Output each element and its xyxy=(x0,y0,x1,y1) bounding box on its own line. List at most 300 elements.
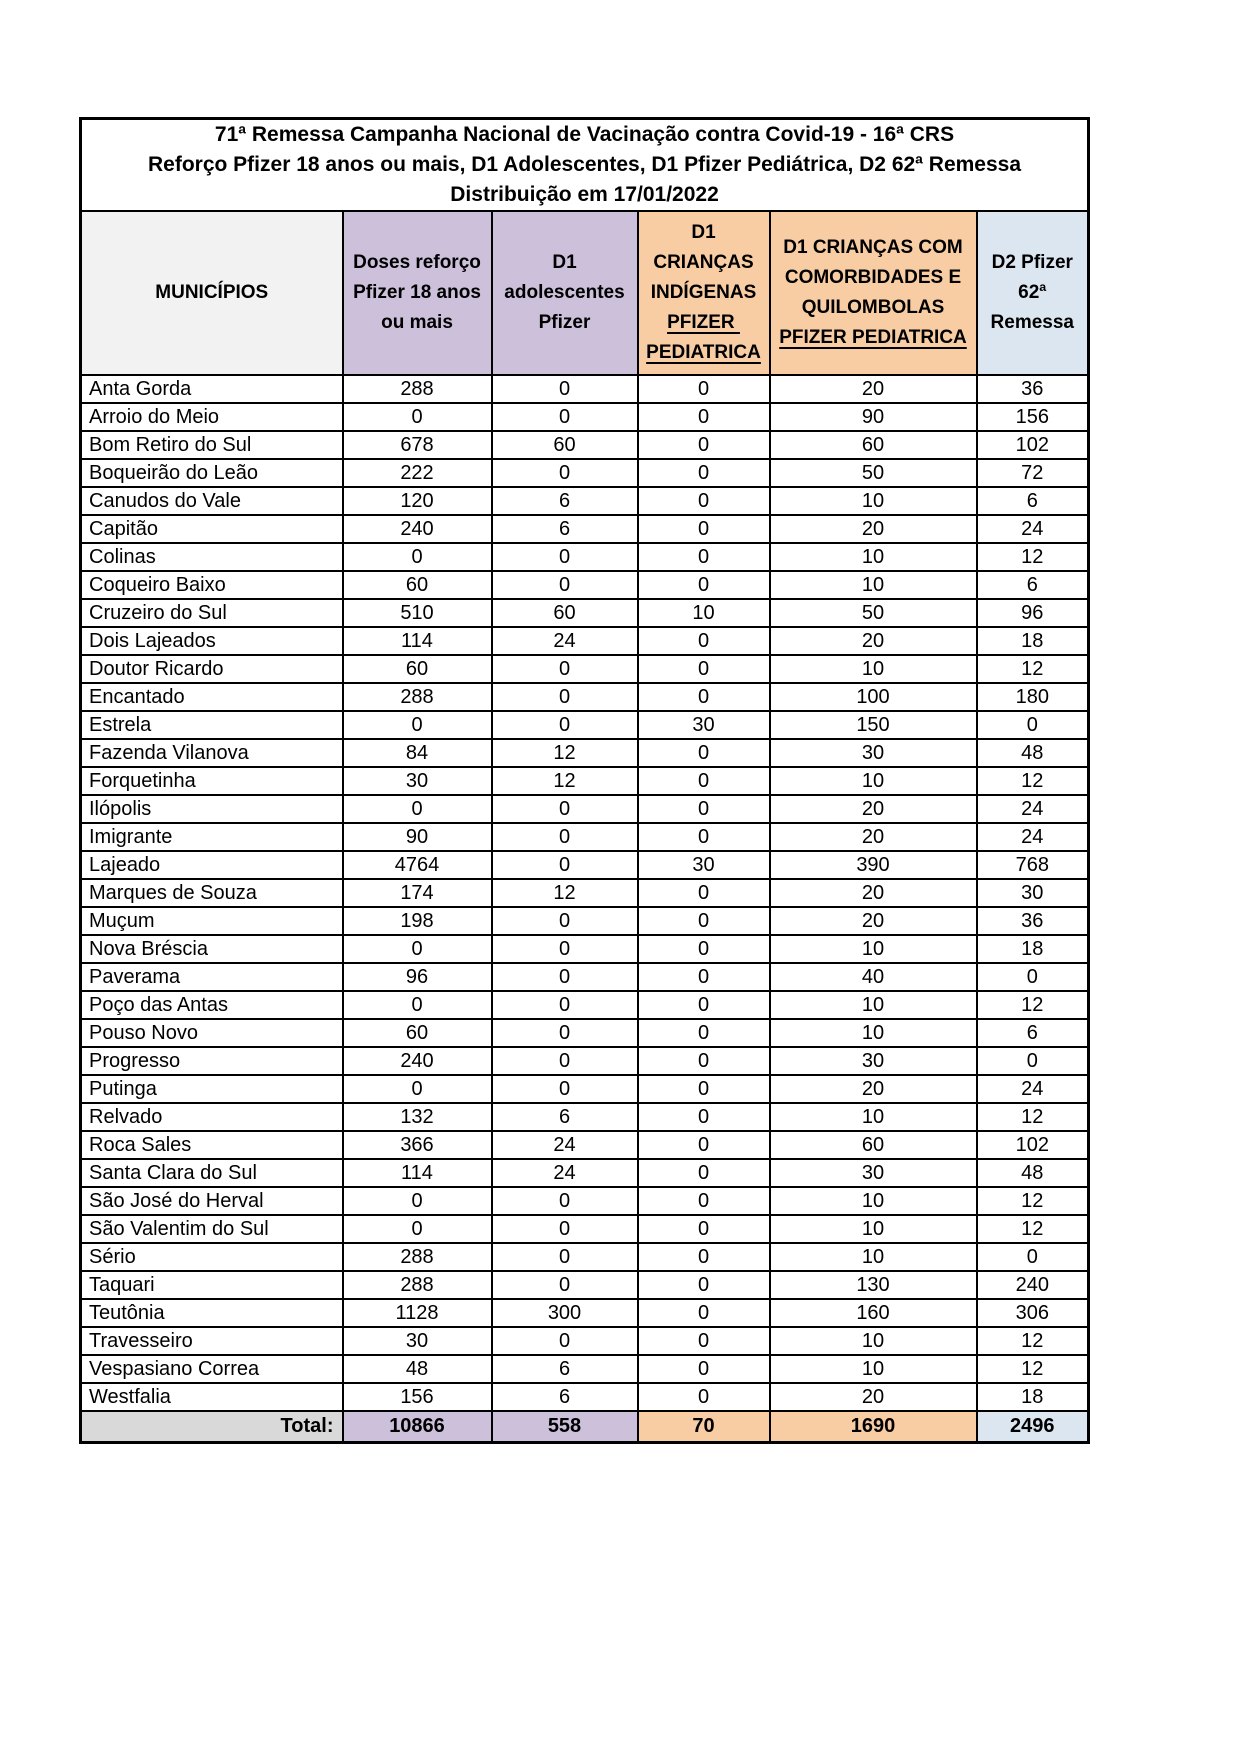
table-row xyxy=(81,375,1089,403)
value-cell: 20 xyxy=(770,1383,977,1411)
table-row xyxy=(81,655,1089,683)
header-line: Pfizer xyxy=(538,312,591,333)
table-row xyxy=(81,543,1089,571)
value-cell: 0 xyxy=(343,543,492,571)
value-cell: 6 xyxy=(492,1355,638,1383)
value-cell: 12 xyxy=(977,991,1089,1019)
value-cell: 0 xyxy=(492,655,638,683)
value-cell: 0 xyxy=(638,823,770,851)
header-line: Doses reforço xyxy=(353,252,481,273)
municipality-cell: Bom Retiro do Sul xyxy=(81,431,343,459)
table-row xyxy=(81,991,1089,1019)
municipality-cell: Santa Clara do Sul xyxy=(81,1159,343,1187)
value-cell: 20 xyxy=(770,795,977,823)
value-cell: 6 xyxy=(977,487,1089,515)
title-row xyxy=(81,119,1089,212)
title-line-2: Reforço Pfizer 18 anos ou mais, D1 Adolescentes, D1 Pfizer Pediátrica, D2 62ª Remessa xyxy=(148,153,1022,176)
value-cell: 0 xyxy=(638,963,770,991)
table-row xyxy=(81,1355,1089,1383)
municipality-cell: Westfalia xyxy=(81,1383,343,1411)
table-row xyxy=(81,1047,1089,1075)
total-label: Total: xyxy=(81,1411,343,1442)
municipality-cell: Boqueirão do Leão xyxy=(81,459,343,487)
value-cell: 0 xyxy=(492,1271,638,1299)
value-cell: 306 xyxy=(977,1299,1089,1327)
value-cell: 6 xyxy=(977,1019,1089,1047)
municipality-cell: Pouso Novo xyxy=(81,1019,343,1047)
municipality-cell: Doutor Ricardo xyxy=(81,655,343,683)
value-cell: 12 xyxy=(977,1103,1089,1131)
value-cell: 12 xyxy=(492,739,638,767)
value-cell: 0 xyxy=(638,1159,770,1187)
value-cell: 300 xyxy=(492,1299,638,1327)
municipality-cell: Ilópolis xyxy=(81,795,343,823)
value-cell: 0 xyxy=(492,1075,638,1103)
municipality-cell: Arroio do Meio xyxy=(81,403,343,431)
table-row xyxy=(81,739,1089,767)
value-cell: 0 xyxy=(638,795,770,823)
value-cell: 96 xyxy=(977,599,1089,627)
value-cell: 0 xyxy=(492,711,638,739)
value-cell: 24 xyxy=(977,515,1089,543)
table-row xyxy=(81,459,1089,487)
value-cell: 0 xyxy=(492,403,638,431)
value-cell: 156 xyxy=(343,1383,492,1411)
value-cell: 0 xyxy=(638,375,770,403)
value-cell: 60 xyxy=(492,599,638,627)
value-cell: 10 xyxy=(770,991,977,1019)
value-cell: 30 xyxy=(770,739,977,767)
value-cell: 36 xyxy=(977,907,1089,935)
value-cell: 0 xyxy=(492,963,638,991)
value-cell: 0 xyxy=(343,1075,492,1103)
header-line: PEDIATRICA xyxy=(646,342,761,363)
table-row xyxy=(81,963,1089,991)
value-cell: 0 xyxy=(492,1243,638,1271)
value-cell: 0 xyxy=(492,1327,638,1355)
value-cell: 678 xyxy=(343,431,492,459)
table-row xyxy=(81,431,1089,459)
value-cell: 0 xyxy=(492,1215,638,1243)
value-cell: 0 xyxy=(638,907,770,935)
value-cell: 130 xyxy=(770,1271,977,1299)
value-cell: 0 xyxy=(638,571,770,599)
vaccine-distribution-table xyxy=(79,117,1090,1444)
title-line-3: Distribuição em 17/01/2022 xyxy=(450,183,719,206)
value-cell: 0 xyxy=(977,963,1089,991)
municipality-cell: Capitão xyxy=(81,515,343,543)
table-row xyxy=(81,1075,1089,1103)
value-cell: 0 xyxy=(638,879,770,907)
header-line: QUILOMBOLAS xyxy=(801,297,945,318)
value-cell: 156 xyxy=(977,403,1089,431)
table-row xyxy=(81,1299,1089,1327)
municipality-cell: Cruzeiro do Sul xyxy=(81,599,343,627)
value-cell: 0 xyxy=(638,1215,770,1243)
value-cell: 0 xyxy=(492,935,638,963)
value-cell: 50 xyxy=(770,459,977,487)
value-cell: 10 xyxy=(770,571,977,599)
table-row xyxy=(81,515,1089,543)
value-cell: 132 xyxy=(343,1103,492,1131)
value-cell: 0 xyxy=(492,375,638,403)
value-cell: 48 xyxy=(977,739,1089,767)
value-cell: 24 xyxy=(977,795,1089,823)
municipality-cell: Lajeado xyxy=(81,851,343,879)
value-cell: 20 xyxy=(770,907,977,935)
header-line: 62ª xyxy=(1018,282,1047,303)
municipality-cell: Vespasiano Correa xyxy=(81,1355,343,1383)
value-cell: 0 xyxy=(638,487,770,515)
table-row xyxy=(81,1131,1089,1159)
header-row xyxy=(81,211,1089,375)
value-cell: 12 xyxy=(492,879,638,907)
header-line: ou mais xyxy=(381,312,453,333)
value-cell: 0 xyxy=(638,1019,770,1047)
value-cell: 60 xyxy=(770,1131,977,1159)
municipality-cell: Dois Lajeados xyxy=(81,627,343,655)
value-cell: 0 xyxy=(638,683,770,711)
value-cell: 120 xyxy=(343,487,492,515)
header-line: D1 xyxy=(552,252,577,273)
municipality-cell: Taquari xyxy=(81,1271,343,1299)
table-row xyxy=(81,711,1089,739)
value-cell: 30 xyxy=(638,711,770,739)
value-cell: 0 xyxy=(638,1271,770,1299)
municipality-cell: Paverama xyxy=(81,963,343,991)
table-row xyxy=(81,1103,1089,1131)
title-line-1: 71ª Remessa Campanha Nacional de Vacinação contra Covid-19 - 16ª CRS xyxy=(214,123,955,146)
municipality-cell: Canudos do Vale xyxy=(81,487,343,515)
value-cell: 96 xyxy=(343,963,492,991)
value-cell: 10 xyxy=(770,1355,977,1383)
value-cell: 0 xyxy=(638,459,770,487)
total-section xyxy=(81,1411,1089,1442)
municipality-cell: Marques de Souza xyxy=(81,879,343,907)
value-cell: 0 xyxy=(638,991,770,1019)
value-cell: 20 xyxy=(770,879,977,907)
value-cell: 60 xyxy=(343,1019,492,1047)
value-cell: 198 xyxy=(343,907,492,935)
header-line: MUNICÍPIOS xyxy=(155,282,269,303)
value-cell: 84 xyxy=(343,739,492,767)
value-cell: 48 xyxy=(343,1355,492,1383)
municipality-cell: Nova Bréscia xyxy=(81,935,343,963)
value-cell: 0 xyxy=(638,627,770,655)
header-line: COMORBIDADES E xyxy=(784,267,962,288)
municipality-cell: Teutônia xyxy=(81,1299,343,1327)
value-cell: 12 xyxy=(977,1215,1089,1243)
value-cell: 240 xyxy=(343,515,492,543)
value-cell: 160 xyxy=(770,1299,977,1327)
municipality-cell: Poço das Antas xyxy=(81,991,343,1019)
value-cell: 10 xyxy=(770,1187,977,1215)
value-cell: 50 xyxy=(770,599,977,627)
value-cell: 6 xyxy=(492,1103,638,1131)
value-cell: 4764 xyxy=(343,851,492,879)
value-cell: 150 xyxy=(770,711,977,739)
total-value-doses-reforco: 10866 xyxy=(343,1411,492,1442)
header-line: Remessa xyxy=(990,312,1074,333)
value-cell: 0 xyxy=(343,991,492,1019)
table-body xyxy=(81,375,1089,1411)
value-cell: 0 xyxy=(343,711,492,739)
municipality-cell: São José do Herval xyxy=(81,1187,343,1215)
value-cell: 24 xyxy=(977,823,1089,851)
value-cell: 0 xyxy=(638,543,770,571)
value-cell: 36 xyxy=(977,375,1089,403)
table-row xyxy=(81,1019,1089,1047)
value-cell: 0 xyxy=(638,515,770,543)
value-cell: 0 xyxy=(343,935,492,963)
column-header-d1-adolescentes-pfizer xyxy=(492,211,638,375)
value-cell: 0 xyxy=(638,739,770,767)
value-cell: 10 xyxy=(770,1019,977,1047)
column-header-doses-reforco-pfizer-18 xyxy=(343,211,492,375)
value-cell: 0 xyxy=(638,1075,770,1103)
header-line: INDÍGENAS xyxy=(650,282,757,303)
header-line: CRIANÇAS xyxy=(653,252,754,273)
value-cell: 0 xyxy=(492,683,638,711)
value-cell: 0 xyxy=(492,907,638,935)
column-header-d1-criancas-comorbidades-quilombolas xyxy=(770,211,977,375)
value-cell: 768 xyxy=(977,851,1089,879)
value-cell: 60 xyxy=(770,431,977,459)
value-cell: 0 xyxy=(638,1047,770,1075)
table-row xyxy=(81,1383,1089,1411)
total-value-d1-adolescentes: 558 xyxy=(492,1411,638,1442)
value-cell: 10 xyxy=(770,1103,977,1131)
value-cell: 24 xyxy=(492,1131,638,1159)
value-cell: 30 xyxy=(770,1159,977,1187)
value-cell: 10 xyxy=(638,599,770,627)
value-cell: 90 xyxy=(770,403,977,431)
document-page xyxy=(79,117,1090,1444)
table-row xyxy=(81,879,1089,907)
value-cell: 20 xyxy=(770,627,977,655)
value-cell: 288 xyxy=(343,683,492,711)
value-cell: 30 xyxy=(977,879,1089,907)
value-cell: 102 xyxy=(977,431,1089,459)
municipality-cell: Colinas xyxy=(81,543,343,571)
municipality-cell: São Valentim do Sul xyxy=(81,1215,343,1243)
value-cell: 12 xyxy=(977,543,1089,571)
value-cell: 0 xyxy=(638,1131,770,1159)
value-cell: 10 xyxy=(770,1243,977,1271)
municipality-cell: Relvado xyxy=(81,1103,343,1131)
value-cell: 0 xyxy=(638,1243,770,1271)
municipality-cell: Putinga xyxy=(81,1075,343,1103)
value-cell: 0 xyxy=(343,403,492,431)
table-row xyxy=(81,403,1089,431)
value-cell: 72 xyxy=(977,459,1089,487)
value-cell: 102 xyxy=(977,1131,1089,1159)
value-cell: 20 xyxy=(770,515,977,543)
value-cell: 6 xyxy=(977,571,1089,599)
value-cell: 174 xyxy=(343,879,492,907)
header-line: PFIZER PEDIATRICA xyxy=(779,327,967,348)
value-cell: 10 xyxy=(770,655,977,683)
value-cell: 510 xyxy=(343,599,492,627)
value-cell: 114 xyxy=(343,1159,492,1187)
value-cell: 0 xyxy=(977,1243,1089,1271)
table-row xyxy=(81,571,1089,599)
total-value-d1-indigenas: 70 xyxy=(638,1411,770,1442)
municipality-cell: Imigrante xyxy=(81,823,343,851)
value-cell: 0 xyxy=(492,571,638,599)
value-cell: 10 xyxy=(770,1327,977,1355)
value-cell: 0 xyxy=(492,459,638,487)
value-cell: 24 xyxy=(977,1075,1089,1103)
value-cell: 0 xyxy=(638,1103,770,1131)
table-row xyxy=(81,935,1089,963)
value-cell: 12 xyxy=(977,655,1089,683)
value-cell: 390 xyxy=(770,851,977,879)
column-header-d1-criancas-indigenas xyxy=(638,211,770,375)
value-cell: 0 xyxy=(638,1187,770,1215)
value-cell: 12 xyxy=(492,767,638,795)
municipality-cell: Encantado xyxy=(81,683,343,711)
municipality-cell: Estrela xyxy=(81,711,343,739)
value-cell: 20 xyxy=(770,823,977,851)
value-cell: 20 xyxy=(770,375,977,403)
value-cell: 0 xyxy=(343,1187,492,1215)
table-row xyxy=(81,823,1089,851)
value-cell: 10 xyxy=(770,935,977,963)
value-cell: 0 xyxy=(638,431,770,459)
table-row xyxy=(81,767,1089,795)
value-cell: 40 xyxy=(770,963,977,991)
municipality-cell: Coqueiro Baixo xyxy=(81,571,343,599)
municipality-cell: Roca Sales xyxy=(81,1131,343,1159)
value-cell: 24 xyxy=(492,1159,638,1187)
municipality-cell: Travesseiro xyxy=(81,1327,343,1355)
municipality-cell: Progresso xyxy=(81,1047,343,1075)
table-row xyxy=(81,1271,1089,1299)
table-row xyxy=(81,795,1089,823)
value-cell: 18 xyxy=(977,935,1089,963)
value-cell: 0 xyxy=(492,991,638,1019)
header-line: D1 CRIANÇAS COM xyxy=(783,237,963,258)
header-line: Pfizer 18 anos xyxy=(353,282,481,303)
table-row xyxy=(81,599,1089,627)
value-cell: 222 xyxy=(343,459,492,487)
table-row xyxy=(81,627,1089,655)
value-cell: 60 xyxy=(343,655,492,683)
value-cell: 0 xyxy=(492,1019,638,1047)
title-section xyxy=(81,119,1089,376)
value-cell: 0 xyxy=(492,1187,638,1215)
value-cell: 12 xyxy=(977,1327,1089,1355)
value-cell: 0 xyxy=(638,1355,770,1383)
table-title xyxy=(81,119,1089,212)
table-row xyxy=(81,851,1089,879)
municipality-cell: Anta Gorda xyxy=(81,375,343,403)
value-cell: 0 xyxy=(638,1299,770,1327)
header-line: adolescentes xyxy=(504,282,625,303)
table-row xyxy=(81,1159,1089,1187)
table-row xyxy=(81,683,1089,711)
value-cell: 10 xyxy=(770,767,977,795)
header-line: D1 xyxy=(691,222,716,243)
value-cell: 1128 xyxy=(343,1299,492,1327)
value-cell: 180 xyxy=(977,683,1089,711)
column-header-d2-pfizer-62-remessa xyxy=(977,211,1089,375)
value-cell: 0 xyxy=(638,767,770,795)
value-cell: 30 xyxy=(343,1327,492,1355)
value-cell: 12 xyxy=(977,1355,1089,1383)
value-cell: 100 xyxy=(770,683,977,711)
value-cell: 288 xyxy=(343,1271,492,1299)
value-cell: 0 xyxy=(638,403,770,431)
value-cell: 60 xyxy=(343,571,492,599)
table-row xyxy=(81,907,1089,935)
table-row xyxy=(81,1187,1089,1215)
value-cell: 30 xyxy=(770,1047,977,1075)
value-cell: 0 xyxy=(492,543,638,571)
table-row xyxy=(81,487,1089,515)
value-cell: 6 xyxy=(492,1383,638,1411)
value-cell: 0 xyxy=(638,1383,770,1411)
municipality-cell: Forquetinha xyxy=(81,767,343,795)
value-cell: 0 xyxy=(343,1215,492,1243)
value-cell: 114 xyxy=(343,627,492,655)
header-line: PFIZER xyxy=(667,312,740,333)
value-cell: 0 xyxy=(492,823,638,851)
value-cell: 288 xyxy=(343,375,492,403)
table-row xyxy=(81,1215,1089,1243)
value-cell: 0 xyxy=(638,935,770,963)
value-cell: 0 xyxy=(977,711,1089,739)
value-cell: 20 xyxy=(770,1075,977,1103)
value-cell: 0 xyxy=(492,851,638,879)
table-row xyxy=(81,1243,1089,1271)
value-cell: 24 xyxy=(492,627,638,655)
value-cell: 90 xyxy=(343,823,492,851)
value-cell: 6 xyxy=(492,487,638,515)
value-cell: 0 xyxy=(492,795,638,823)
header-line: D2 Pfizer xyxy=(991,252,1073,273)
value-cell: 10 xyxy=(770,487,977,515)
table-row xyxy=(81,1327,1089,1355)
value-cell: 18 xyxy=(977,627,1089,655)
value-cell: 18 xyxy=(977,1383,1089,1411)
value-cell: 6 xyxy=(492,515,638,543)
total-value-d1-comorbidades: 1690 xyxy=(770,1411,977,1442)
total-value-d2-62-remessa: 2496 xyxy=(977,1411,1089,1442)
value-cell: 0 xyxy=(343,795,492,823)
municipality-cell: Fazenda Vilanova xyxy=(81,739,343,767)
value-cell: 48 xyxy=(977,1159,1089,1187)
value-cell: 30 xyxy=(638,851,770,879)
value-cell: 288 xyxy=(343,1243,492,1271)
municipality-cell: Muçum xyxy=(81,907,343,935)
value-cell: 0 xyxy=(492,1047,638,1075)
value-cell: 0 xyxy=(638,655,770,683)
value-cell: 366 xyxy=(343,1131,492,1159)
value-cell: 0 xyxy=(977,1047,1089,1075)
value-cell: 0 xyxy=(638,1327,770,1355)
value-cell: 12 xyxy=(977,1187,1089,1215)
value-cell: 30 xyxy=(343,767,492,795)
municipality-cell: Sério xyxy=(81,1243,343,1271)
value-cell: 60 xyxy=(492,431,638,459)
value-cell: 10 xyxy=(770,543,977,571)
column-header-municipios xyxy=(81,211,343,375)
value-cell: 10 xyxy=(770,1215,977,1243)
value-cell: 240 xyxy=(977,1271,1089,1299)
value-cell: 240 xyxy=(343,1047,492,1075)
